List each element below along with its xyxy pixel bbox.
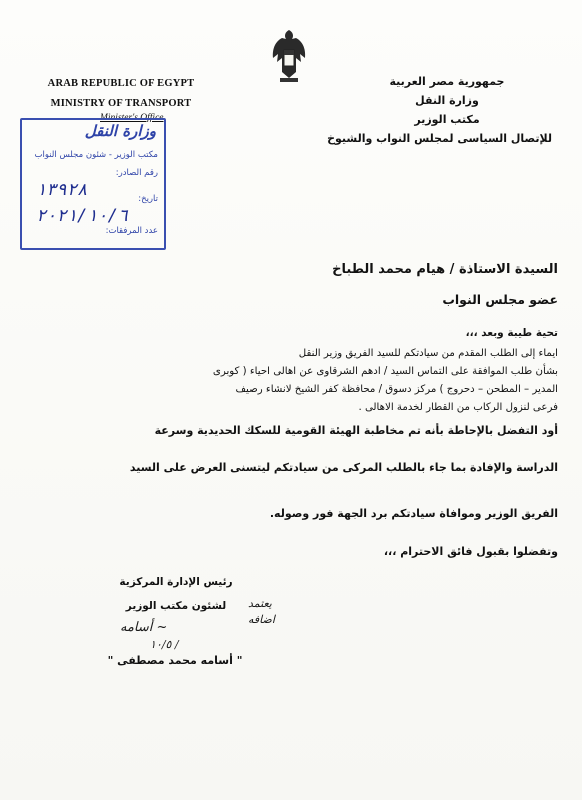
paragraph-line: الدراسة والإفادة بما جاء بالطلب المركى من سيادتكم ليتسنى العرض على السيد <box>129 461 558 474</box>
english-header <box>36 74 206 114</box>
stamp-subtitle: مكتب الوزير - شئون مجلس النواب <box>34 150 158 160</box>
paragraph-line: بشأن طلب الموافقة على التماس السيد / ادهم الشرقاوى عن اهالى احياء ( كوبرى <box>212 366 558 377</box>
ministers-office-en: Minister's Office <box>100 113 164 123</box>
country-name-en: ARAB REPUBLIC OF EGYPT <box>47 78 195 89</box>
eagle-emblem-icon <box>268 28 310 86</box>
stamp-date-value: ٢٠٢١/١٠/٦ <box>36 206 129 226</box>
recipient-name: السيدة الاستاذة / هيام محمد الطباخ <box>332 262 558 277</box>
stamp-title: وزارة النقل <box>84 122 156 140</box>
paragraph-line: الفريق الوزير وموافاة سيادتكم برد الجهة فور وصوله. <box>269 507 558 520</box>
signatory-name: " أسامه محمد مصطفى " <box>107 654 243 667</box>
paragraph-line: أود التفضل بالإحاطة بأنه تم مخاطبة الهيئة القومية للسكك الحديدية وسرعة <box>154 424 558 437</box>
stamp-attachments-label: عدد المرفقات: <box>105 226 158 236</box>
ministry-name-en: MINISTRY OF TRANSPORT <box>50 98 192 109</box>
signatory-title-1: رئيس الإدارة المركزية <box>119 576 233 588</box>
paragraph-line: المدير – المطحن – دحروج ) مركز دسوق / محافظة كفر الشيخ لانشاء رصيف <box>235 384 558 395</box>
stamp-number-label: رقم الصادر: <box>115 168 158 178</box>
country-name-ar: جمهورية مصر العربية <box>389 75 505 88</box>
paragraph-line: ايماء إلى الطلب المقدم من سيادتكم للسيد الفريق وزير النقل <box>298 348 558 359</box>
liaison-name-ar: للإتصال السياسى لمجلس النواب والشيوخ <box>327 132 552 145</box>
paragraph-line: فرعى لنزول الركاب من القطار لخدمة الاهالى . <box>358 402 558 413</box>
handwritten-note: يعتمد اضافه <box>248 597 275 626</box>
handwritten-signature: أسامه ~ <box>120 620 168 635</box>
ministry-name-ar: وزارة النقل <box>415 94 479 107</box>
incoming-stamp <box>20 118 166 250</box>
signatory-title-2: لشئون مكتب الوزير <box>125 600 227 612</box>
closing-line: وتفضلوا بقبول فائق الاحترام ،،، <box>383 545 558 558</box>
office-name-ar: مكتب الوزير <box>414 113 480 126</box>
recipient-title: عضو مجلس النواب <box>442 292 558 307</box>
stamp-date-label: تاريخ: <box>138 194 158 204</box>
greeting: تحية طيبة وبعد ،،، <box>465 327 558 339</box>
stamp-number-value: ١٣٩٢٨ <box>36 180 88 200</box>
handwritten-date: ١٠/٥ / <box>150 638 179 651</box>
arabic-header <box>327 72 552 148</box>
